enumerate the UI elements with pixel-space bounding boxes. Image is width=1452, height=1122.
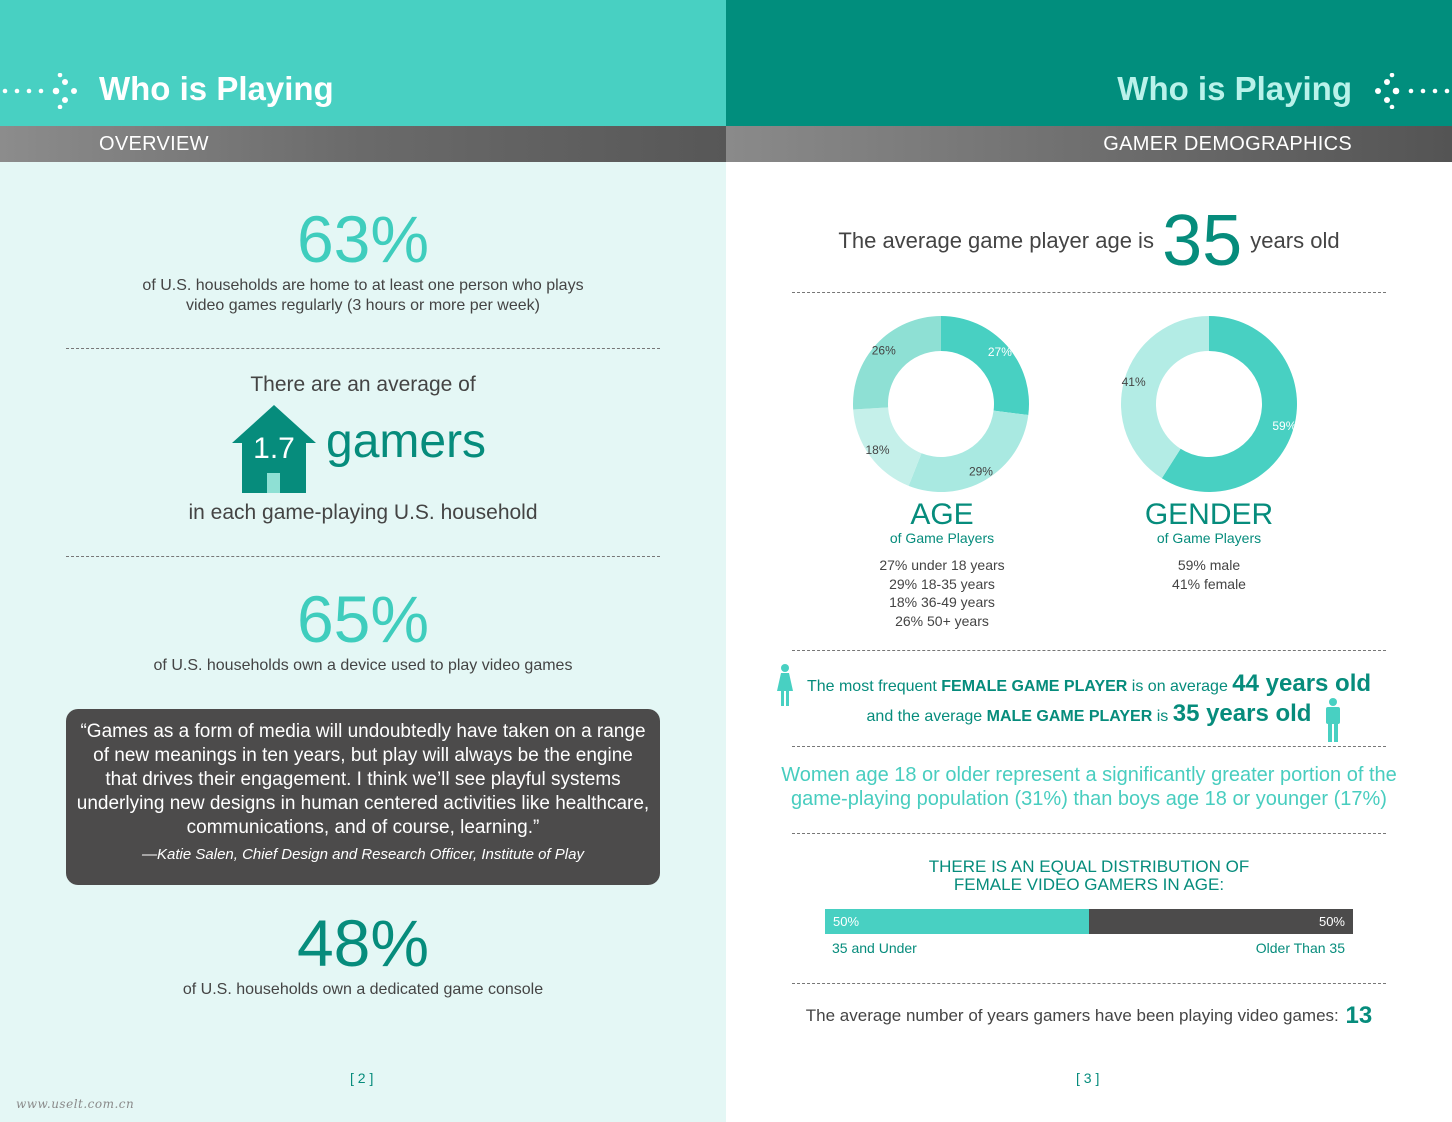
female-player-label: FEMALE GAME PLAYER [941, 678, 1128, 695]
age-chart-subtitle: of Game Players [889, 530, 995, 546]
gender-donut-chart [1119, 314, 1299, 494]
average-age-prefix: The average game player age is [838, 228, 1154, 253]
age-donut-chart [851, 314, 1031, 494]
stat-63-value: 63% [296, 202, 430, 276]
quote-line: of new meanings in ten years, but play will always be the engine [93, 745, 633, 766]
gamers-unit: gamers [326, 415, 487, 468]
female-line-text: is on average [1127, 678, 1233, 695]
section-label: GAMER DEMOGRAPHICS [1103, 133, 1352, 155]
divider [792, 983, 1386, 984]
gender-slice-label: 59% [1272, 418, 1297, 433]
average-age-value: 35 [1162, 201, 1243, 281]
age-slice [909, 411, 1029, 492]
average-age-line [726, 200, 1452, 282]
divider [792, 833, 1386, 834]
male-player-line [726, 700, 1452, 728]
years-playing-line [726, 1002, 1452, 1030]
quote-line: “Games as a form of media will undoubtedly have taken on a range [80, 721, 646, 742]
bar-35-and-under: 50% [825, 909, 1089, 934]
age-breakdown-item: 26% 50+ years [895, 612, 989, 629]
page-title: Who is Playing [1117, 70, 1352, 107]
stat-63-text [0, 276, 726, 316]
equal-distribution-title [726, 858, 1452, 894]
left-banner [0, 0, 726, 126]
age-breakdown-item: 27% under 18 years [879, 557, 1005, 573]
women-stat-line: game-playing population (31%) than boys age 18 or younger (17%) [791, 788, 1387, 810]
quote-box [66, 709, 660, 885]
quote-line: communications, and of course, learning.” [186, 817, 540, 838]
gender-breakdown-item: 59% male [1177, 557, 1241, 573]
gender-breakdown-list [1089, 556, 1329, 593]
right-page [726, 0, 1452, 1122]
gender-chart-title: GENDER [1144, 498, 1274, 531]
stat-63-line2: video games regularly (3 hours or more per week) [186, 297, 540, 314]
age-slice-label: 18% [865, 443, 890, 458]
female-player-line [726, 670, 1452, 698]
age-breakdown-item: 18% 36-49 years [889, 594, 995, 610]
years-playing-text: The average number of years gamers have been playing video games: [805, 1006, 1339, 1025]
stat-48-value: 48% [296, 906, 430, 980]
watermark: www.uselt.com.cn [16, 1097, 135, 1111]
dots-arrow-icon [1362, 73, 1452, 109]
gender-slice [1121, 316, 1209, 478]
male-player-age: 35 years old [1172, 700, 1312, 727]
dots-arrow-icon [0, 73, 90, 109]
divider [792, 746, 1386, 747]
quote-text [76, 720, 650, 840]
age-slice-label: 29% [968, 464, 993, 479]
gender-slice-label: 41% [1121, 375, 1146, 390]
gender-breakdown-item: 41% female [1172, 575, 1246, 592]
gamers-intro: There are an average of [250, 373, 476, 396]
page-number: [ 3 ] [1076, 1070, 1100, 1086]
women-stat-line: Women age 18 or older represent a significantly greater portion of the [781, 764, 1397, 786]
age-slice [853, 316, 941, 410]
equal-title-line: FEMALE VIDEO GAMERS IN AGE: [953, 875, 1225, 894]
stat-48-text: of U.S. households own a dedicated game console [182, 981, 544, 998]
page-title: Who is Playing [99, 70, 334, 107]
female-player-age: 44 years old [1232, 670, 1372, 697]
bar-older-than-35: 50% [1089, 909, 1353, 934]
average-age-suffix: years old [1250, 228, 1340, 253]
age-slice [941, 316, 1029, 415]
gamers-value: 1.7 [253, 432, 295, 465]
stat-63-line1: of U.S. households are home to at least one person who plays [142, 277, 584, 294]
age-slice-label: 27% [987, 345, 1012, 360]
bar-right-label: Older Than 35 [1255, 940, 1345, 956]
age-breakdown-item: 29% 18-35 years [889, 575, 995, 592]
equal-title-line: THERE IS AN EQUAL DISTRIBUTION OF [928, 857, 1250, 876]
quote-line: underlying new designs in human centered activities like healthcare, [76, 793, 650, 814]
quote-line: that drives their engagement. I think we’ll see playful systems [105, 769, 621, 790]
age-chart-title: AGE [910, 498, 974, 531]
gamers-outro: in each game-playing U.S. household [188, 501, 538, 524]
divider [66, 556, 660, 557]
male-player-label: MALE GAME PLAYER [986, 708, 1153, 725]
page-number: [ 2 ] [350, 1070, 374, 1086]
years-playing-value: 13 [1345, 1002, 1373, 1029]
female-line-text: The most frequent [806, 678, 942, 695]
gender-chart-subtitle: of Game Players [1156, 530, 1262, 546]
quote-attribution: —Katie Salen, Chief Design and Research Officer, Institute of Play [142, 846, 584, 863]
right-banner [726, 0, 1452, 126]
section-label: OVERVIEW [99, 133, 209, 155]
divider [792, 292, 1386, 293]
women-stat-text [726, 763, 1452, 811]
bar-left-label: 35 and Under [832, 940, 917, 956]
divider [66, 348, 660, 349]
male-line-text: is [1152, 708, 1173, 725]
male-line-text: and the average [866, 708, 987, 725]
age-breakdown-list [822, 556, 1062, 630]
section-bar [0, 126, 726, 162]
stat-65-value: 65% [296, 582, 430, 656]
divider [792, 650, 1386, 651]
age-slice-label: 26% [871, 343, 896, 358]
male-person-icon [1324, 698, 1342, 742]
stat-65-text: of U.S. households own a device used to play video games [153, 657, 573, 674]
section-bar [726, 126, 1452, 162]
